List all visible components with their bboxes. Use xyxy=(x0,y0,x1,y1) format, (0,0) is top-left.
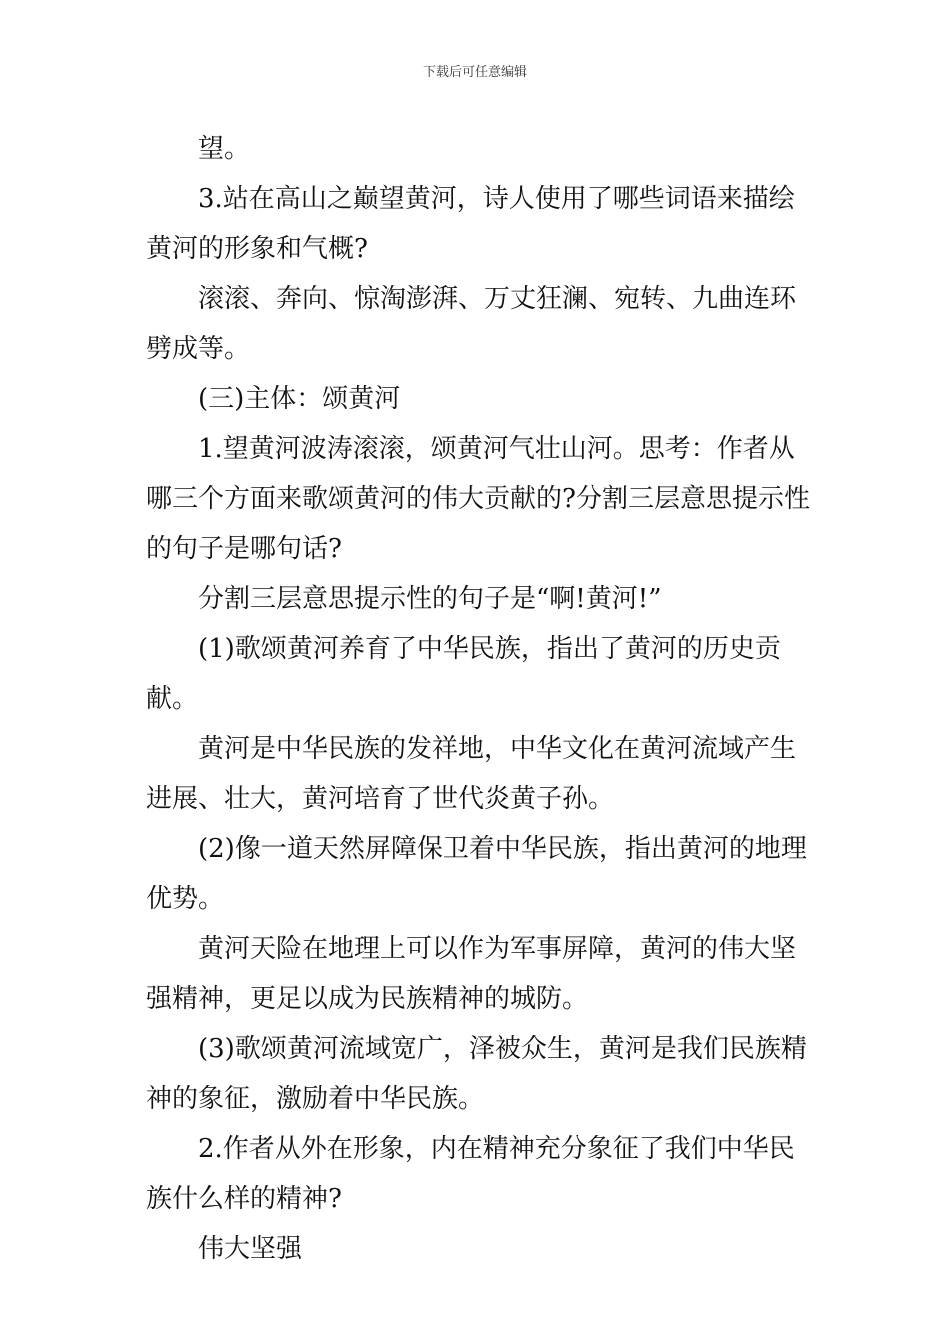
paragraph xyxy=(146,1024,811,1124)
text-line: 优势。 xyxy=(146,884,225,914)
document-body xyxy=(146,124,811,1274)
paragraph xyxy=(146,174,811,274)
text-line: 滚滚、奔向、惊淘澎湃、万丈狂澜、宛转、九曲连环 xyxy=(198,284,797,314)
paragraph xyxy=(146,574,811,624)
paragraph xyxy=(146,824,811,924)
text-line: 2.作者从外在形象，内在精神充分象征了我们中华民 xyxy=(198,1134,795,1164)
paragraph xyxy=(146,1124,811,1224)
text-line: 劈成等。 xyxy=(146,334,251,364)
text-line: 哪三个方面来歌颂黄河的伟大贡献的?分割三层意思提示性 xyxy=(146,484,810,514)
text-line: 黄河的形象和气概? xyxy=(146,234,368,264)
text-line: 黄河天险在地理上可以作为军事屏障，黄河的伟大坚 xyxy=(198,934,797,964)
text-line: 3.站在高山之巅望黄河，诗人使用了哪些词语来描绘 xyxy=(198,184,795,214)
text-line: 进展、壮大，黄河培育了世代炎黄子孙。 xyxy=(146,784,615,814)
text-line: 的句子是哪句话? xyxy=(146,534,342,564)
text-line: 强精神，更足以成为民族精神的城防。 xyxy=(146,984,589,1014)
page-header: 下载后可任意编辑 xyxy=(422,65,527,80)
text-line: 神的象征，激励着中华民族。 xyxy=(146,1084,485,1114)
paragraph xyxy=(146,374,811,424)
text-line: (3)歌颂黄河流域宽广，泽被众生，黄河是我们民族精 xyxy=(198,1034,807,1064)
text-line: 望。 xyxy=(198,134,251,164)
paragraph xyxy=(146,1224,811,1274)
text-line: (2)像一道天然屏障保卫着中华民族，指出黄河的地理 xyxy=(198,834,807,864)
paragraph xyxy=(146,924,811,1024)
paragraph xyxy=(146,624,811,724)
paragraph xyxy=(146,274,811,374)
text-line: 1.望黄河波涛滚滚，颂黄河气壮山河。思考：作者从 xyxy=(198,434,795,464)
paragraph xyxy=(146,424,811,574)
text-line: 族什么样的精神? xyxy=(146,1184,342,1214)
text-line: 分割三层意思提示性的句子是“啊!黄河!” xyxy=(198,584,662,614)
text-line: (三)主体：颂黄河 xyxy=(198,384,401,414)
paragraph xyxy=(146,724,811,824)
text-line: 黄河是中华民族的发祥地，中华文化在黄河流域产生 xyxy=(198,734,797,764)
text-line: 伟大坚强 xyxy=(198,1234,303,1264)
text-line: (1)歌颂黄河养育了中华民族，指出了黄河的历史贡献。 xyxy=(146,634,781,714)
paragraph xyxy=(146,124,811,174)
